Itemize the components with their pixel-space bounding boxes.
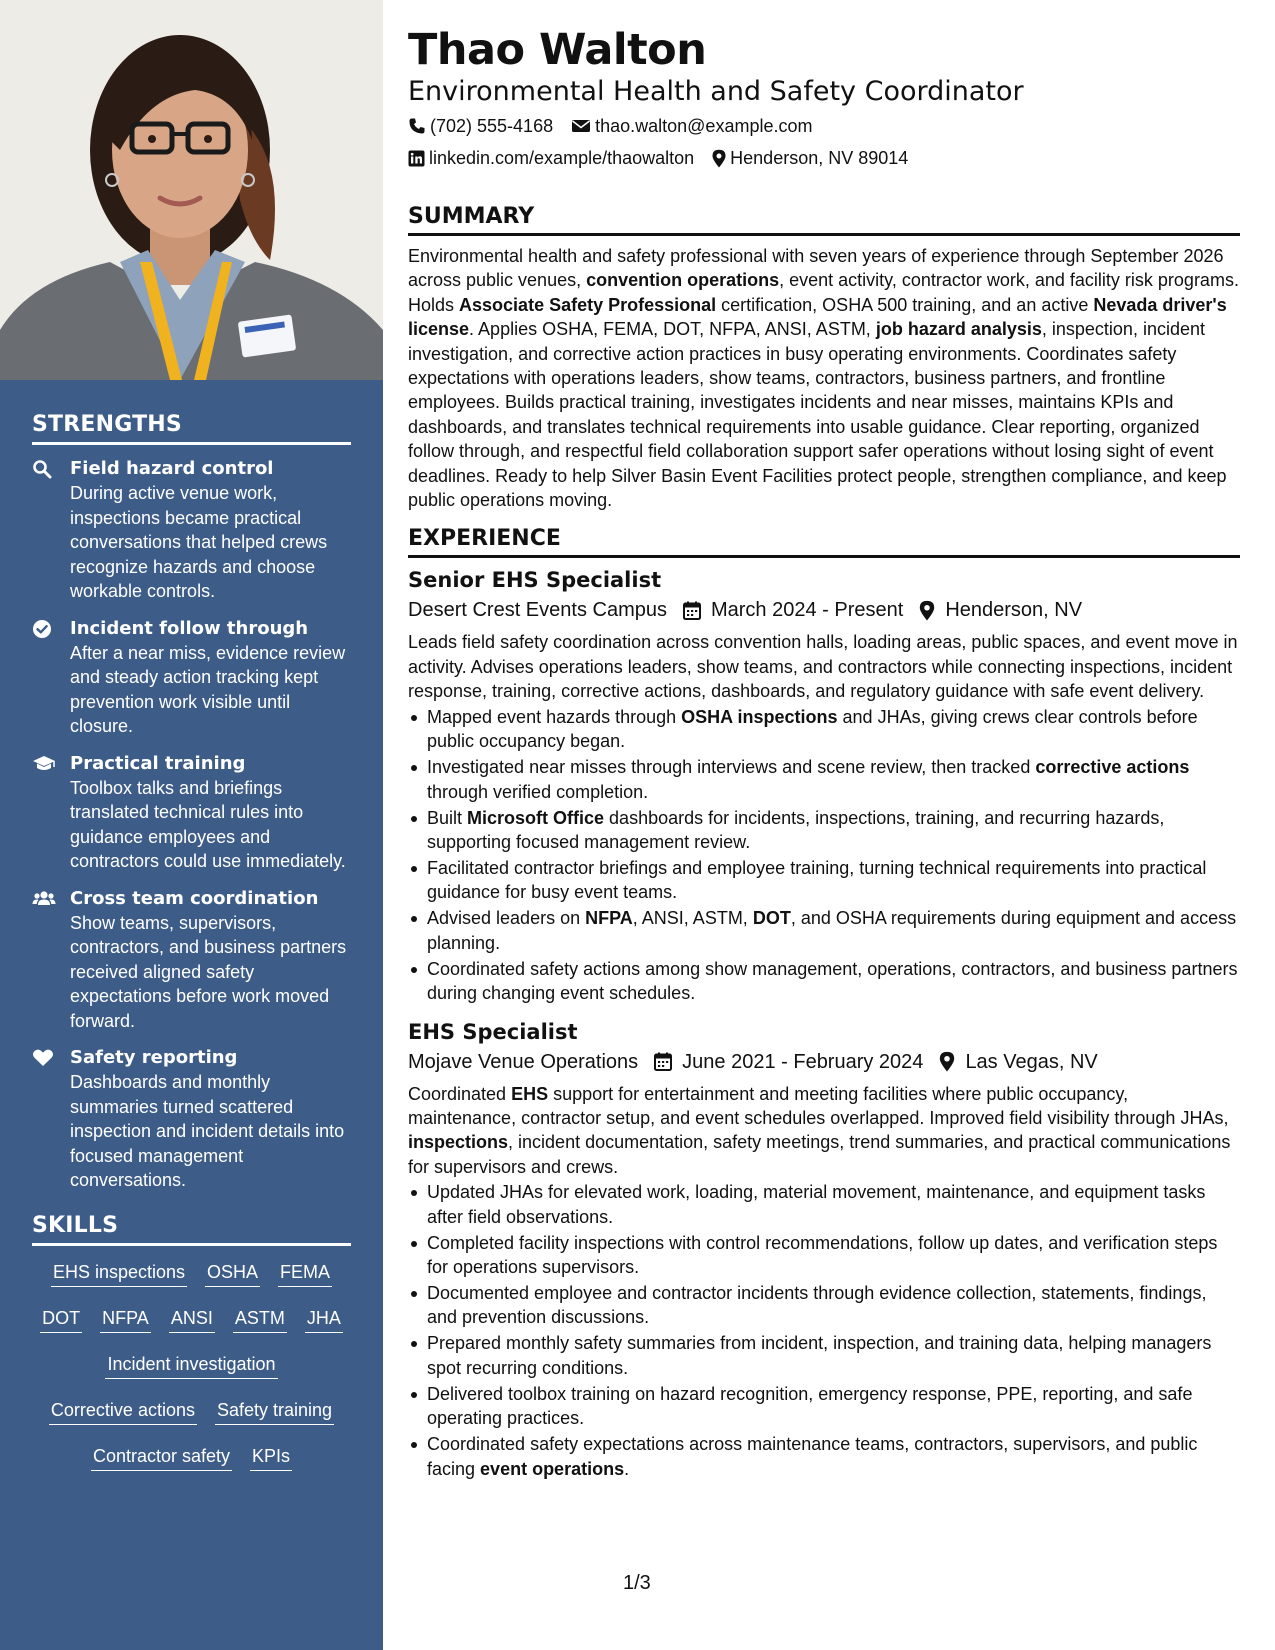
phone-icon [408, 117, 426, 135]
strength-item [32, 457, 351, 604]
strength-title: Field hazard control [70, 458, 274, 479]
linkedin-contact[interactable] [408, 142, 694, 174]
list-item: Prepared monthly safety summaries from incident, inspection, and training data, helping managers spot recurring conditions. [408, 1331, 1240, 1380]
location-contact [712, 142, 908, 174]
skill-tag: Incident investigation [105, 1352, 277, 1379]
skill-tag: NFPA [100, 1306, 151, 1333]
candidate-title: Environmental Health and Safety Coordinator [408, 76, 1024, 107]
list-item: Coordinated safety actions among show management, operations, contractors, and business partners during changing event schedules. [408, 957, 1240, 1006]
search-icon [32, 457, 70, 604]
list-item: Delivered toolbox training on hazard recognition, emergency response, PPE, reporting, and safe operating practices. [408, 1382, 1240, 1431]
skills-heading: SKILLS [32, 1213, 351, 1246]
list-item: Investigated near misses through interviews and scene review, then tracked corrective actions through verified completion. [408, 755, 1240, 804]
job-entry [408, 1018, 1240, 1481]
skill-tag: KPIs [250, 1444, 292, 1471]
email-address: thao.walton@example.com [595, 116, 813, 136]
job-dates: June 2021 - February 2024 [682, 1050, 924, 1073]
list-item: Completed facility inspections with control recommendations, follow up dates, and verification steps for operations supervisors. [408, 1231, 1240, 1280]
job-description: Leads field safety coordination across convention halls, loading areas, public spaces, and event move in activity. Advises operations leaders, show teams, and contractors while connecting inspections, incident response, training, corrective actions, dashboards, and regulatory guidance with safe event delivery. [408, 632, 1238, 702]
strengths-heading: STRENGTHS [32, 412, 351, 445]
linkedin-url: linkedin.com/example/thaowalton [429, 148, 695, 168]
job-bullets [408, 705, 1240, 1006]
list-item: Mapped event hazards through OSHA inspections and JHAs, giving crews clear controls before public occupancy began. [408, 705, 1240, 754]
skills-row [32, 1352, 351, 1379]
skill-tag: EHS inspections [51, 1260, 187, 1287]
linkedin-icon [408, 150, 425, 167]
strength-item [32, 887, 351, 1034]
map-pin-icon [919, 600, 935, 621]
main-content [408, 24, 1240, 1493]
strength-title: Practical training [70, 752, 246, 774]
check-circle-icon [32, 617, 70, 739]
strength-desc: Show teams, supervisors, contractors, and business partners received aligned safety expectations before work moved forward. [70, 912, 347, 1031]
summary-heading: SUMMARY [408, 204, 1240, 236]
skill-tag: Corrective actions [49, 1398, 197, 1425]
skill-tag: JHA [305, 1306, 343, 1333]
job-entry [408, 566, 1240, 1005]
phone-contact[interactable] [408, 110, 553, 142]
calendar-icon [654, 1052, 672, 1071]
list-item: Coordinated safety expectations across maintenance teams, contractors, supervisors, and public facing event operations. [408, 1432, 1240, 1481]
strength-title: Cross team coordination [70, 887, 319, 909]
experience-section [408, 526, 1240, 1481]
page-number: 1/3 [623, 1572, 651, 1594]
job-location: Las Vegas, NV [965, 1050, 1098, 1073]
contact-row [408, 110, 1240, 142]
skill-tag: ASTM [233, 1306, 287, 1333]
strength-desc: After a near miss, evidence review and steady action tracking kept prevention work visible until closure. [70, 642, 346, 736]
strength-desc: Dashboards and monthly summaries turned scattered inspection and incident details into focused management conversations. [70, 1072, 345, 1190]
job-company: Desert Crest Events Campus [408, 599, 667, 622]
profile-photo [0, 0, 383, 380]
email-contact[interactable] [571, 110, 812, 142]
strength-item [32, 752, 351, 874]
envelope-icon [571, 118, 591, 134]
job-meta [408, 1046, 1240, 1078]
map-pin-icon [939, 1051, 955, 1072]
job-dates: March 2024 - Present [710, 599, 904, 622]
sidebar [0, 0, 383, 1650]
list-item: Updated JHAs for elevated work, loading, material movement, maintenance, and equipment tasks after field observations. [408, 1180, 1240, 1229]
list-item: Advised leaders on NFPA, ANSI, ASTM, DOT, and OSHA requirements during equipment and access planning. [408, 906, 1240, 955]
skill-tag: Safety training [215, 1398, 334, 1425]
graduation-cap-icon [32, 752, 70, 874]
job-bullets [408, 1180, 1240, 1481]
contact-row [408, 142, 1240, 174]
job-title: Senior EHS Specialist [408, 568, 662, 593]
strength-title: Incident follow through [70, 617, 309, 639]
skill-tag: OSHA [205, 1260, 260, 1287]
strength-item [32, 617, 351, 739]
phone-number: (702) 555-4168 [430, 116, 554, 136]
skills-row [32, 1444, 351, 1471]
list-item: Built Microsoft Office dashboards for incidents, inspections, training, and recurring hazards, supporting focused management review. [408, 806, 1240, 855]
summary-section [408, 204, 1240, 512]
sidebar-content [32, 412, 351, 1490]
list-item: Facilitated contractor briefings and employee training, turning technical requirements into practical guidance for busy event teams. [408, 856, 1240, 905]
skills-row [32, 1398, 351, 1425]
skills-row [32, 1260, 351, 1287]
experience-heading: EXPERIENCE [408, 526, 1240, 558]
strength-desc: Toolbox talks and briefings translated technical rules into guidance employees and contractors could use immediately. [70, 777, 346, 871]
skills-row [32, 1306, 351, 1333]
strength-desc: During active venue work, inspections became practical conversations that helped crews recognize hazards and choose workable controls. [70, 483, 328, 601]
skill-tag: FEMA [278, 1260, 332, 1287]
skill-tag: ANSI [169, 1306, 215, 1333]
job-location: Henderson, NV [945, 599, 1083, 622]
users-icon [32, 887, 70, 1034]
list-item: Documented employee and contractor incidents through evidence collection, statements, findings, and prevention discussions. [408, 1281, 1240, 1330]
skill-tag: Contractor safety [91, 1444, 232, 1471]
job-description: Coordinated EHS support for entertainment and meeting facilities where public occupancy, maintenance, contractor setup, and event schedules overlapped. Improved field visibility through JHAs, inspections, incident documentation, safety meetings, trend summaries, and practical communications for supervisors and crews. [408, 1083, 1231, 1177]
job-title: EHS Specialist [408, 1019, 578, 1044]
strength-title: Safety reporting [70, 1047, 238, 1068]
calendar-icon [683, 601, 701, 620]
summary-text: Environmental health and safety professional with seven years of experience through September 2026 across public venues, convention operations, event activity, contractor work, and facility risk programs. Holds Associate Safety Professional certification, OSHA 500 training, and an active Nevada driver's license. Applies OSHA, FEMA, DOT, NFPA, ANSI, ASTM, job hazard analysis, inspection, incident investigation, and corrective action practices in busy operating environments. Coordinates safety expectations with operations leaders, show teams, contractors, business partners, and frontline employees. Builds practical training, investigates incidents and near misses, maintains KPIs and dashboards, and translates technical requirements into usable guidance. Clear reporting, organized follow through, and respectful field collaboration support safer operations without losing sight of event deadlines. Ready to help Silver Basin Event Facilities protect people, strengthen compliance, and keep public operations moving. [408, 246, 1239, 511]
map-pin-icon [712, 149, 726, 168]
location-text: Henderson, NV 89014 [730, 148, 909, 168]
strength-item [32, 1046, 351, 1193]
candidate-name: Thao Walton [408, 25, 707, 75]
job-meta [408, 594, 1240, 626]
heart-icon [32, 1046, 70, 1193]
skill-tag: DOT [40, 1306, 82, 1333]
job-company: Mojave Venue Operations [408, 1050, 639, 1073]
